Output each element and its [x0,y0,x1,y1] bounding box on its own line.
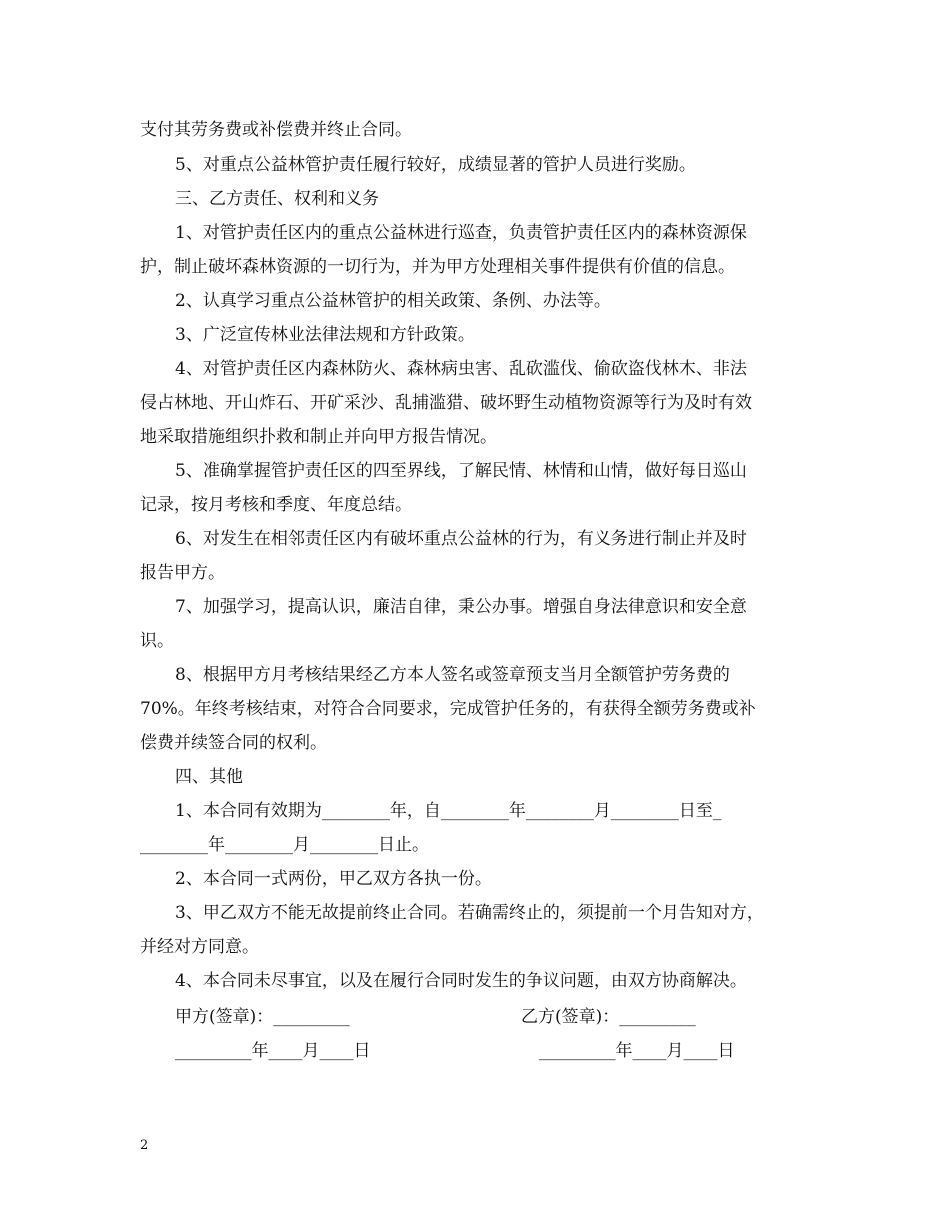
text-line: 偿费并续签合同的权利。 [140,733,327,753]
section-heading: 三、乙方责任、权利和义务 [175,189,379,209]
text-line: 识。 [140,631,174,651]
text-line: 4、对管护责任区内森林防火、森林病虫害、乱砍滥伐、偷砍盗伐林木、非法 [175,359,747,379]
text-line: 5、对重点公益林管护责任履行较好，成绩显著的管护人员进行奖励。 [175,155,696,175]
text-line: 7、加强学习，提高认识，廉洁自律，秉公办事。增强自身法律意识和安全意 [175,597,747,617]
text-line: 3、甲乙双方不能无故提前终止合同。若确需终止的，须提前一个月告知对方， [175,903,764,923]
text-line: 70%。年终考核结束，对符合合同要求，完成管护任务的，有获得全额劳务费或补 [140,699,756,719]
text-line: 报告甲方。 [140,563,225,583]
text-line: 4、本合同未尽事宜，以及在履行合同时发生的争议问题，由双方协商解决。 [175,971,747,991]
page-number: 2 [140,1138,149,1153]
text-line: 2、本合同一式两份，甲乙双方各执一份。 [175,869,492,889]
text-line: 地采取措施组织扑救和制止并向甲方报告情况。 [140,427,497,447]
text-line: 记录，按月考核和季度、年度总结。 [140,495,412,515]
text-line: 6、对发生在相邻责任区内有破坏重点公益林的行为，有义务进行制止并及时 [175,529,747,549]
party-b-date: _________年____月____日 [539,1041,735,1061]
text-line: 8、根据甲方月考核结果经乙方本人签名或签章预支当月全额管护劳务费的 [175,665,730,685]
party-a-date: _________年____月____日 [175,1041,371,1061]
text-line: 1、本合同有效期为________年，自________年________月________日至_ [175,801,722,821]
text-line: 1、对管护责任区内的重点公益林进行巡查，负责管护责任区内的森林资源保 [175,223,747,243]
text-line: 2、认真学习重点公益林管护的相关政策、条例、办法等。 [175,291,611,311]
text-line: ________年________月________日止。 [140,835,429,855]
text-line: 并经对方同意。 [140,937,259,957]
text-line: 侵占林地、开山炸石、开矿采沙、乱捕滥猎、破坏野生动植物资源等行为及时有效 [140,393,752,413]
party-a-signature: 甲方(签章)：_________ [175,1007,350,1027]
section-heading: 四、其他 [175,767,243,787]
text-line: 3、广泛宣传林业法律法规和方针政策。 [175,325,475,345]
text-line: 护，制止破坏森林资源的一切行为，并为甲方处理相关事件提供有价值的信息。 [140,257,735,277]
party-b-signature: 乙方(签章)：_________ [521,1007,696,1027]
text-line: 支付其劳务费或补偿费并终止合同。 [140,120,412,140]
text-line: 5、准确掌握管护责任区的四至界线，了解民情、林情和山情，做好每日巡山 [175,461,747,481]
